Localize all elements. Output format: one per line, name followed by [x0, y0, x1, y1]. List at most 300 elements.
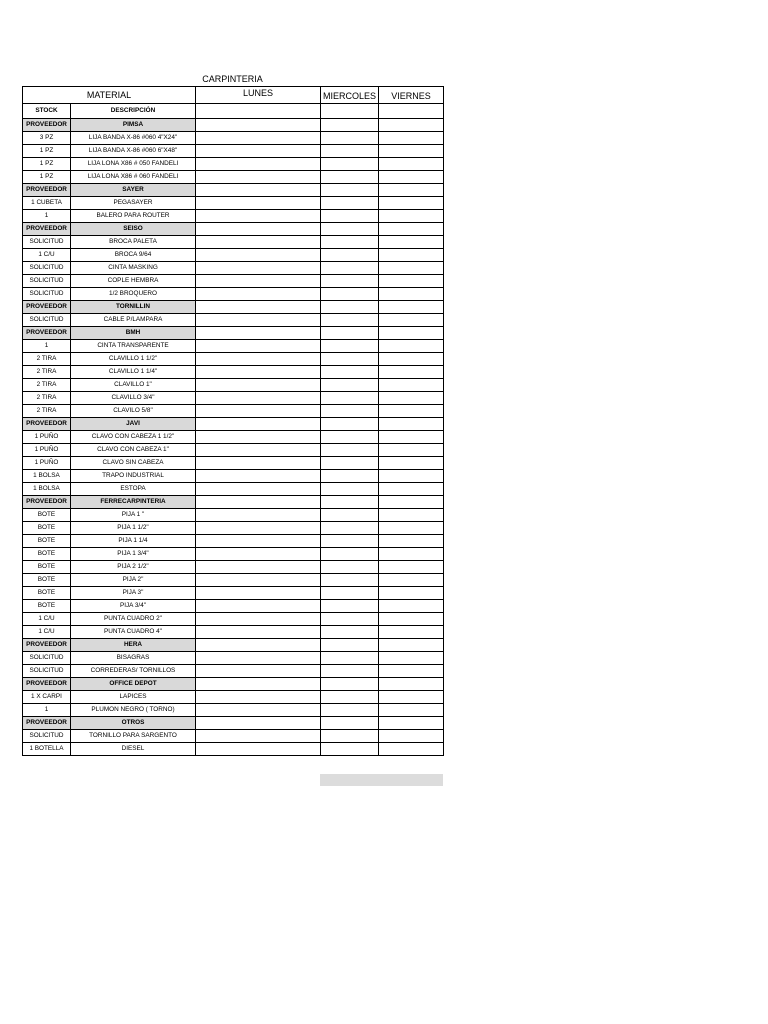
miercoles-header: MIERCOLES: [321, 87, 379, 104]
provider-name: TORNILLIN: [71, 301, 196, 314]
description-cell: LAPICES: [71, 691, 196, 704]
miercoles-cell[interactable]: [321, 262, 379, 275]
viernes-cell[interactable]: [379, 574, 444, 587]
description-cell: PIJA 3": [71, 587, 196, 600]
viernes-cell[interactable]: [379, 104, 444, 119]
lunes-cell[interactable]: [196, 730, 321, 743]
stock-cell: BOTE: [23, 600, 71, 613]
description-cell: CLAVO SIN CABEZA: [71, 457, 196, 470]
provider-row: [23, 496, 444, 509]
stock-cell: 1 X CARPI: [23, 691, 71, 704]
description-cell: PIJA 1 ": [71, 509, 196, 522]
lunes-cell[interactable]: [196, 587, 321, 600]
miercoles-cell[interactable]: [321, 366, 379, 379]
provider-name: OTROS: [71, 717, 196, 730]
miercoles-cell[interactable]: [321, 288, 379, 301]
description-cell: PUNTA CUADRO 4": [71, 626, 196, 639]
description-cell: TORNILLO PARA SARGENTO: [71, 730, 196, 743]
description-cell: CLAVILLO 1": [71, 379, 196, 392]
lunes-cell[interactable]: [196, 574, 321, 587]
provider-row: [23, 418, 444, 431]
viernes-cell[interactable]: [379, 457, 444, 470]
viernes-cell[interactable]: [379, 392, 444, 405]
table-row: [23, 353, 444, 366]
viernes-cell[interactable]: [379, 184, 444, 197]
miercoles-cell[interactable]: [321, 509, 379, 522]
lunes-cell[interactable]: [196, 613, 321, 626]
miercoles-cell[interactable]: [321, 600, 379, 613]
provider-row: [23, 184, 444, 197]
description-cell: PIJA 3/4": [71, 600, 196, 613]
table-row: [23, 626, 444, 639]
description-cell: PIJA 1 1/4: [71, 535, 196, 548]
viernes-cell[interactable]: [379, 158, 444, 171]
description-cell: LIJA LONA X86 # 060 FANDELI: [71, 171, 196, 184]
stock-cell: BOTE: [23, 509, 71, 522]
description-cell: PIJA 2 1/2": [71, 561, 196, 574]
viernes-cell[interactable]: [379, 665, 444, 678]
lunes-cell[interactable]: [196, 288, 321, 301]
miercoles-cell[interactable]: [321, 548, 379, 561]
viernes-cell[interactable]: [379, 483, 444, 496]
miercoles-cell[interactable]: [321, 145, 379, 158]
viernes-cell[interactable]: [379, 275, 444, 288]
footer-shaded-cells: [320, 774, 443, 786]
miercoles-cell[interactable]: [321, 223, 379, 236]
miercoles-cell[interactable]: [321, 418, 379, 431]
miercoles-cell[interactable]: [321, 535, 379, 548]
viernes-cell[interactable]: [379, 561, 444, 574]
description-cell: CABLE P/LAMPARA: [71, 314, 196, 327]
miercoles-cell[interactable]: [321, 301, 379, 314]
provider-name: BMH: [71, 327, 196, 340]
description-cell: CLAVILO 5/8": [71, 405, 196, 418]
viernes-cell[interactable]: [379, 613, 444, 626]
miercoles-cell[interactable]: [321, 132, 379, 145]
table-row: [23, 210, 444, 223]
sheet-title: CARPINTERIA: [202, 74, 263, 84]
provider-name: SEISO: [71, 223, 196, 236]
miercoles-cell[interactable]: [321, 665, 379, 678]
miercoles-cell[interactable]: [321, 704, 379, 717]
stock-cell: SOLICITUD: [23, 314, 71, 327]
lunes-cell[interactable]: [196, 522, 321, 535]
table-row: [23, 197, 444, 210]
viernes-cell[interactable]: [379, 730, 444, 743]
table-row: [23, 587, 444, 600]
lunes-cell[interactable]: [196, 626, 321, 639]
lunes-cell[interactable]: [196, 431, 321, 444]
viernes-cell[interactable]: [379, 327, 444, 340]
stock-cell: 1 BOTELLA: [23, 743, 71, 756]
miercoles-cell[interactable]: [321, 496, 379, 509]
viernes-header: VIERNES: [379, 87, 444, 104]
lunes-cell[interactable]: [196, 327, 321, 340]
table-row: [23, 600, 444, 613]
description-cell: PEGASAYER: [71, 197, 196, 210]
lunes-cell[interactable]: [196, 691, 321, 704]
miercoles-cell[interactable]: [321, 678, 379, 691]
table-row: [23, 743, 444, 756]
stock-cell: 1 PZ: [23, 158, 71, 171]
miercoles-cell[interactable]: [321, 457, 379, 470]
table-row: [23, 444, 444, 457]
description-cell: CLAVILLO 1 1/2": [71, 353, 196, 366]
miercoles-cell[interactable]: [321, 353, 379, 366]
provider-row: [23, 639, 444, 652]
viernes-cell[interactable]: [379, 639, 444, 652]
provider-label: PROVEEDOR: [23, 717, 71, 730]
stock-cell: 1 BOLSA: [23, 470, 71, 483]
stock-cell: BOTE: [23, 535, 71, 548]
viernes-cell[interactable]: [379, 717, 444, 730]
miercoles-cell[interactable]: [321, 327, 379, 340]
description-cell: 1/2 BROQUERO: [71, 288, 196, 301]
lunes-cell[interactable]: [196, 158, 321, 171]
description-cell: CLAVO CON CABEZA 1 1/2": [71, 431, 196, 444]
provider-label: PROVEEDOR: [23, 639, 71, 652]
table-row: [23, 314, 444, 327]
viernes-cell[interactable]: [379, 197, 444, 210]
miercoles-cell[interactable]: [321, 379, 379, 392]
table-row: [23, 392, 444, 405]
stock-cell: 1 BOLSA: [23, 483, 71, 496]
lunes-cell[interactable]: [196, 366, 321, 379]
lunes-cell[interactable]: [196, 314, 321, 327]
lunes-header: LUNES: [196, 87, 321, 104]
description-cell: CINTA TRANSPARENTE: [71, 340, 196, 353]
description-cell: CINTA MASKING: [71, 262, 196, 275]
table-row: [23, 262, 444, 275]
viernes-cell[interactable]: [379, 353, 444, 366]
description-cell: PIJA 1 3/4": [71, 548, 196, 561]
provider-name: PIMSA: [71, 119, 196, 132]
stock-cell: 1 PUÑO: [23, 444, 71, 457]
table-row: [23, 652, 444, 665]
viernes-cell[interactable]: [379, 405, 444, 418]
table-row: [23, 431, 444, 444]
miercoles-cell[interactable]: [321, 197, 379, 210]
table-row: [23, 509, 444, 522]
description-cell: LIJA BANDA X-86 #060 4"X24": [71, 132, 196, 145]
viernes-cell[interactable]: [379, 314, 444, 327]
stock-cell: 1 C/U: [23, 249, 71, 262]
stock-cell: 1 C/U: [23, 613, 71, 626]
stock-cell: 2 TIRA: [23, 392, 71, 405]
description-cell: COPLE HEMBRA: [71, 275, 196, 288]
lunes-cell[interactable]: [196, 262, 321, 275]
material-header: MATERIAL: [23, 87, 196, 104]
viernes-cell[interactable]: [379, 600, 444, 613]
lunes-cell[interactable]: [196, 496, 321, 509]
subheader-row: [23, 104, 444, 119]
viernes-cell[interactable]: [379, 236, 444, 249]
lunes-cell[interactable]: [196, 340, 321, 353]
table-row: [23, 379, 444, 392]
provider-label: PROVEEDOR: [23, 184, 71, 197]
stock-cell: 2 TIRA: [23, 405, 71, 418]
stock-cell: BOTE: [23, 548, 71, 561]
stock-cell: 1: [23, 340, 71, 353]
lunes-cell[interactable]: [196, 678, 321, 691]
viernes-cell[interactable]: [379, 171, 444, 184]
table-row: [23, 574, 444, 587]
viernes-cell[interactable]: [379, 535, 444, 548]
provider-label: PROVEEDOR: [23, 223, 71, 236]
provider-name: SAYER: [71, 184, 196, 197]
description-cell: PIJA 2": [71, 574, 196, 587]
lunes-cell[interactable]: [196, 223, 321, 236]
description-cell: CLAVO CON CABEZA 1": [71, 444, 196, 457]
provider-label: PROVEEDOR: [23, 119, 71, 132]
viernes-cell[interactable]: [379, 496, 444, 509]
viernes-cell[interactable]: [379, 444, 444, 457]
miercoles-cell[interactable]: [321, 184, 379, 197]
miercoles-cell[interactable]: [321, 639, 379, 652]
lunes-cell[interactable]: [196, 639, 321, 652]
lunes-cell[interactable]: [196, 600, 321, 613]
miercoles-cell[interactable]: [321, 171, 379, 184]
lunes-cell[interactable]: [196, 483, 321, 496]
viernes-cell[interactable]: [379, 509, 444, 522]
stock-cell: 1 PZ: [23, 171, 71, 184]
lunes-cell[interactable]: [196, 353, 321, 366]
miercoles-cell[interactable]: [321, 210, 379, 223]
description-cell: PIJA 1 1/2": [71, 522, 196, 535]
description-cell: CLAVILLO 3/4": [71, 392, 196, 405]
stock-cell: 1 PZ: [23, 145, 71, 158]
miercoles-cell[interactable]: [321, 392, 379, 405]
description-cell: PLUMON NEGRO ( TORNO): [71, 704, 196, 717]
miercoles-cell[interactable]: [321, 275, 379, 288]
provider-label: PROVEEDOR: [23, 496, 71, 509]
viernes-cell[interactable]: [379, 704, 444, 717]
miercoles-cell[interactable]: [321, 158, 379, 171]
viernes-cell[interactable]: [379, 132, 444, 145]
stock-cell: 1 CUBETA: [23, 197, 71, 210]
stock-cell: SOLICITUD: [23, 288, 71, 301]
viernes-cell[interactable]: [379, 626, 444, 639]
provider-row: [23, 301, 444, 314]
stock-cell: SOLICITUD: [23, 652, 71, 665]
lunes-cell[interactable]: [196, 743, 321, 756]
lunes-cell[interactable]: [196, 145, 321, 158]
description-cell: BALERO PARA ROUTER: [71, 210, 196, 223]
lunes-cell[interactable]: [196, 171, 321, 184]
miercoles-cell[interactable]: [321, 691, 379, 704]
table-row: [23, 145, 444, 158]
lunes-cell[interactable]: [196, 392, 321, 405]
stock-cell: 2 TIRA: [23, 353, 71, 366]
miercoles-cell[interactable]: [321, 104, 379, 119]
lunes-cell[interactable]: [196, 275, 321, 288]
miercoles-cell[interactable]: [321, 730, 379, 743]
lunes-cell[interactable]: [196, 119, 321, 132]
provider-label: PROVEEDOR: [23, 418, 71, 431]
miercoles-cell[interactable]: [321, 119, 379, 132]
description-cell: LIJA BANDA X-86 #060 6"X48": [71, 145, 196, 158]
table-row: [23, 691, 444, 704]
table-row: [23, 665, 444, 678]
lunes-cell[interactable]: [196, 704, 321, 717]
table-row: [23, 366, 444, 379]
table-row: [23, 288, 444, 301]
miercoles-cell[interactable]: [321, 405, 379, 418]
viernes-cell[interactable]: [379, 288, 444, 301]
table-row: [23, 249, 444, 262]
stock-cell: 1: [23, 210, 71, 223]
viernes-cell[interactable]: [379, 522, 444, 535]
miercoles-cell[interactable]: [321, 314, 379, 327]
miercoles-cell[interactable]: [321, 587, 379, 600]
miercoles-cell[interactable]: [321, 483, 379, 496]
table-row: [23, 613, 444, 626]
viernes-cell[interactable]: [379, 548, 444, 561]
miercoles-cell[interactable]: [321, 743, 379, 756]
description-cell: TRAPO INDUSTRIAL: [71, 470, 196, 483]
viernes-cell[interactable]: [379, 249, 444, 262]
provider-label: PROVEEDOR: [23, 678, 71, 691]
lunes-cell[interactable]: [196, 197, 321, 210]
description-cell: CLAVILLO 1 1/4": [71, 366, 196, 379]
lunes-cell[interactable]: [196, 535, 321, 548]
table-row: [23, 236, 444, 249]
table-row: [23, 561, 444, 574]
stock-cell: SOLICITUD: [23, 236, 71, 249]
description-cell: PUNTA CUADRO 2": [71, 613, 196, 626]
miercoles-cell[interactable]: [321, 561, 379, 574]
miercoles-cell[interactable]: [321, 470, 379, 483]
provider-name: JAVI: [71, 418, 196, 431]
viernes-cell[interactable]: [379, 652, 444, 665]
viernes-cell[interactable]: [379, 262, 444, 275]
viernes-cell[interactable]: [379, 587, 444, 600]
lunes-cell[interactable]: [196, 379, 321, 392]
viernes-cell[interactable]: [379, 431, 444, 444]
viernes-cell[interactable]: [379, 418, 444, 431]
miercoles-cell[interactable]: [321, 236, 379, 249]
stock-cell: 1 C/U: [23, 626, 71, 639]
viernes-cell[interactable]: [379, 379, 444, 392]
table-row: [23, 132, 444, 145]
table-row: [23, 522, 444, 535]
provider-row: [23, 327, 444, 340]
miercoles-cell[interactable]: [321, 431, 379, 444]
provider-name: OFFICE DEPOT: [71, 678, 196, 691]
viernes-cell[interactable]: [379, 301, 444, 314]
table-row: [23, 275, 444, 288]
lunes-cell[interactable]: [196, 470, 321, 483]
provider-row: [23, 717, 444, 730]
lunes-cell[interactable]: [196, 548, 321, 561]
lunes-cell[interactable]: [196, 132, 321, 145]
lunes-cell[interactable]: [196, 418, 321, 431]
descripcion-header: DESCRIPCIÓN: [71, 104, 196, 119]
table-row: [23, 548, 444, 561]
miercoles-cell[interactable]: [321, 717, 379, 730]
stock-cell: SOLICITUD: [23, 665, 71, 678]
lunes-cell[interactable]: [196, 561, 321, 574]
viernes-cell[interactable]: [379, 223, 444, 236]
miercoles-cell[interactable]: [321, 340, 379, 353]
description-cell: LIJA LONA X86 # 050 FANDELI: [71, 158, 196, 171]
header-row: [23, 87, 444, 104]
stock-cell: SOLICITUD: [23, 275, 71, 288]
lunes-cell[interactable]: [196, 444, 321, 457]
miercoles-cell[interactable]: [321, 522, 379, 535]
table-row: [23, 457, 444, 470]
stock-cell: SOLICITUD: [23, 730, 71, 743]
miercoles-cell[interactable]: [321, 249, 379, 262]
description-cell: BISAGRAS: [71, 652, 196, 665]
viernes-cell[interactable]: [379, 470, 444, 483]
provider-name: HERA: [71, 639, 196, 652]
viernes-cell[interactable]: [379, 743, 444, 756]
miercoles-cell[interactable]: [321, 574, 379, 587]
lunes-cell[interactable]: [196, 236, 321, 249]
miercoles-cell[interactable]: [321, 626, 379, 639]
lunes-cell[interactable]: [196, 652, 321, 665]
lunes-cell[interactable]: [196, 509, 321, 522]
miercoles-cell[interactable]: [321, 444, 379, 457]
description-cell: BROCA PALETA: [71, 236, 196, 249]
description-cell: ESTOPA: [71, 483, 196, 496]
lunes-cell[interactable]: [196, 665, 321, 678]
table-row: [23, 340, 444, 353]
miercoles-cell[interactable]: [321, 613, 379, 626]
provider-row: [23, 678, 444, 691]
stock-cell: BOTE: [23, 587, 71, 600]
description-cell: DIESEL: [71, 743, 196, 756]
description-cell: BROCA 9/64: [71, 249, 196, 262]
lunes-cell[interactable]: [196, 405, 321, 418]
stock-cell: 1: [23, 704, 71, 717]
stock-cell: 1 PUÑO: [23, 431, 71, 444]
lunes-cell[interactable]: [196, 457, 321, 470]
viernes-cell[interactable]: [379, 119, 444, 132]
stock-cell: 2 TIRA: [23, 379, 71, 392]
viernes-cell[interactable]: [379, 145, 444, 158]
provider-row: [23, 223, 444, 236]
lunes-cell[interactable]: [196, 104, 321, 119]
description-cell: CORREDERAS/ TORNILLOS: [71, 665, 196, 678]
viernes-cell[interactable]: [379, 210, 444, 223]
lunes-cell[interactable]: [196, 184, 321, 197]
lunes-cell[interactable]: [196, 210, 321, 223]
table-row: [23, 483, 444, 496]
table-row: [23, 470, 444, 483]
lunes-cell[interactable]: [196, 717, 321, 730]
viernes-cell[interactable]: [379, 366, 444, 379]
stock-cell: BOTE: [23, 561, 71, 574]
stock-cell: 3 PZ: [23, 132, 71, 145]
stock-cell: BOTE: [23, 522, 71, 535]
table-row: [23, 405, 444, 418]
viernes-cell[interactable]: [379, 340, 444, 353]
viernes-cell[interactable]: [379, 678, 444, 691]
table-row: [23, 730, 444, 743]
lunes-cell[interactable]: [196, 249, 321, 262]
table-row: [23, 171, 444, 184]
miercoles-cell[interactable]: [321, 652, 379, 665]
table-row: [23, 158, 444, 171]
lunes-cell[interactable]: [196, 301, 321, 314]
stock-cell: BOTE: [23, 574, 71, 587]
stock-header: STOCK: [23, 104, 71, 119]
stock-cell: 2 TIRA: [23, 366, 71, 379]
viernes-cell[interactable]: [379, 691, 444, 704]
provider-name: FERRECARPINTERIA: [71, 496, 196, 509]
